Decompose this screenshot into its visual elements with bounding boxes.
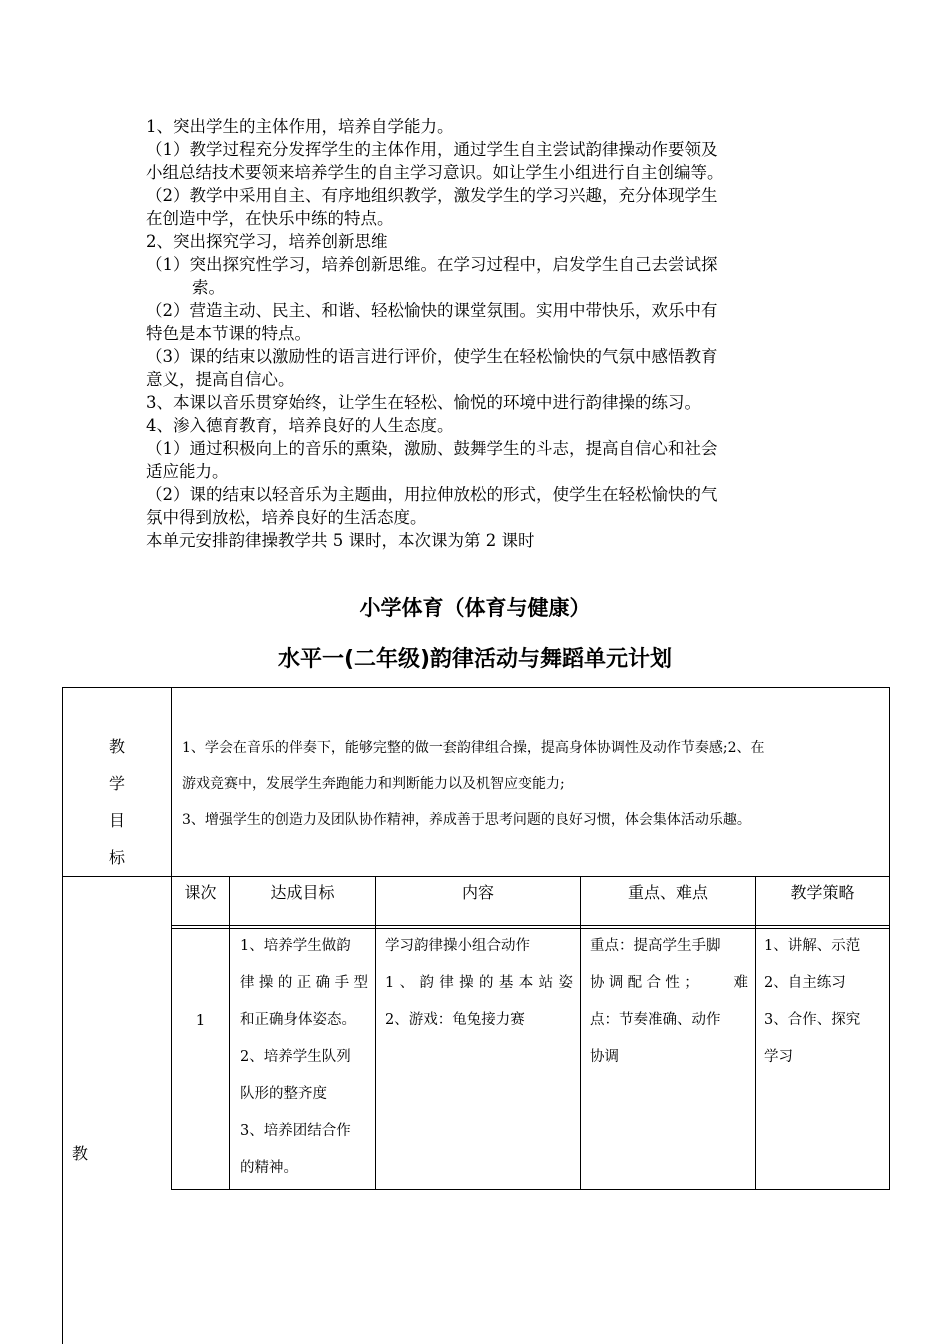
lesson-col-2 (375, 876, 376, 1190)
intro-line: （2）教学中采用自主、有序地组织教学，激发学生的学习兴趣，充分体现学生 (146, 186, 718, 205)
row1-strategy-line: 学习 (764, 1049, 793, 1065)
goal-label-char: 目 (108, 811, 125, 830)
row1-goal-line: 1、培养学生做韵 (240, 938, 351, 954)
row1-key-line: 重点：提高学生手脚 (590, 938, 721, 954)
row1-strategy-line: 1、讲解、示范 (764, 938, 861, 954)
row1-goal-line: 的精神。 (240, 1160, 298, 1176)
table-border-right-top (889, 687, 890, 877)
lesson-col-3 (580, 876, 581, 1190)
header-key-points: 重点、难点 (627, 883, 708, 902)
unit-plan-title: 水平一(二年级)韵律活动与舞蹈单元计划 (277, 647, 673, 672)
intro-line: 2、突出探究学习，培养创新思维 (146, 232, 388, 251)
header-lesson: 课次 (184, 883, 217, 902)
row1-content-line: 1、韵律操的基本站姿 (385, 975, 573, 991)
header-goal: 达成目标 (270, 883, 335, 902)
row1-key-line: 协调 (590, 1049, 619, 1065)
intro-line: 适应能力。 (146, 462, 229, 481)
row1-goals (240, 928, 368, 1187)
intro-line: 氛中得到放松，培养良好的生活态度。 (146, 508, 427, 527)
row1-goal-line: 2、培养学生队列 (240, 1049, 351, 1065)
row1-key-points (590, 928, 748, 1076)
intro-line: 特色是本节课的特点。 (146, 324, 311, 343)
row1-goal-line: 3、培养团结合作 (240, 1123, 351, 1139)
goal-label-char: 教 (108, 737, 125, 756)
row1-content-line: 学习韵律操小组合动作 (385, 938, 530, 954)
goal-line: 游戏竞赛中，发展学生奔跑能力和判断能力以及机智应变能力; (182, 776, 565, 792)
goal-label-char: 标 (108, 848, 125, 867)
lesson-col-1 (229, 876, 230, 1190)
intro-line: （1）通过积极向上的音乐的熏染，激励、鼓舞学生的斗志，提高自信心和社会 (146, 439, 718, 458)
row1-key-line: 点：节奏准确、动作 (590, 1012, 721, 1028)
lesson-col-4 (755, 876, 756, 1190)
intro-line: （3）课的结束以激励性的语言进行评价，使学生在轻松愉快的气氛中感悟教育 (146, 347, 718, 366)
header-row-bottom (171, 925, 890, 926)
page-title: 小学体育（体育与健康） (359, 596, 591, 620)
intro-line: （1）突出探究性学习，培养创新思维。在学习过程中，启发学生自己去尝试探 (146, 255, 718, 274)
intro-line: （1）教学过程充分发挥学生的主体作用，通过学生自主尝试韵律操动作要领及 (146, 140, 718, 159)
row1-content (385, 928, 573, 1039)
intro-line: 意义，提高自信心。 (146, 370, 295, 389)
header-strategy: 教学策略 (790, 883, 855, 902)
table-border-top (62, 687, 890, 688)
intro-line: 1、突出学生的主体作用，培养自学能力。 (146, 117, 454, 136)
row1-content-line: 2、游戏：龟兔接力赛 (385, 1012, 525, 1028)
intro-line: 在创造中学，在快乐中练的特点。 (146, 209, 394, 228)
intro-line: （2）营造主动、民主、和谐、轻松愉快的课堂氛围。实用中带快乐，欢乐中有 (146, 301, 718, 320)
goal-text (182, 730, 882, 838)
row1-goal-line: 和正确身体姿态。 (240, 1012, 356, 1028)
goal-label-char: 学 (108, 774, 125, 793)
row1-lesson-number: 1 (195, 1011, 206, 1029)
goal-line: 1、学会在音乐的伴奏下，能够完整的做一套韵律组合操，提高身体协调性及动作节奏感;2、在 (182, 740, 765, 756)
goal-line: 3、增强学生的创造力及团队协作精神，养成善于思考问题的良好习惯，体会集体活动乐趣。 (182, 812, 751, 828)
row1-bottom (171, 1189, 890, 1190)
row1-strategy-line: 3、合作、探究 (764, 1012, 861, 1028)
intro-line: （2）课的结束以轻音乐为主题曲，用拉伸放松的形式，使学生在轻松愉快的气 (146, 485, 718, 504)
lesson-col-right (889, 876, 890, 1190)
intro-text (146, 115, 816, 552)
intro-line: 4、渗入德育教育，培养良好的人生态度。 (146, 416, 454, 435)
intro-line: 本单元安排韵律操教学共 5 课时，本次课为第 2 课时 (146, 531, 535, 550)
row1-key-line: 协调配合性； 难 (590, 975, 748, 991)
row1-strategy (764, 928, 884, 1076)
goal-row-bottom (62, 876, 890, 877)
row1-goal-line: 队形的整齐度 (240, 1086, 327, 1102)
intro-line: 小组总结技术要领来培养学生的自主学习意识。如让学生小组进行自主创编等。 (146, 163, 724, 182)
row1-strategy-line: 2、自主练习 (764, 975, 846, 991)
header-content: 内容 (461, 883, 494, 902)
goal-label (62, 728, 172, 876)
section-label: 教 (72, 1144, 89, 1163)
row1-goal-line: 律操的正确手型 (240, 975, 368, 991)
intro-line: 索。 (192, 278, 225, 297)
intro-line: 3、本课以音乐贯穿始终，让学生在轻松、愉悦的环境中进行韵律操的练习。 (146, 393, 701, 412)
